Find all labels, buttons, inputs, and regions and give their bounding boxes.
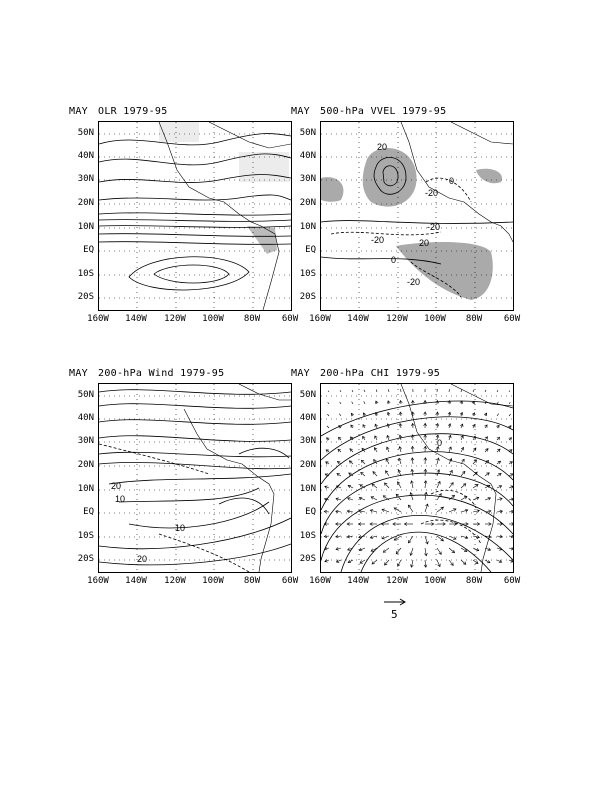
lat-label: 40N <box>299 413 316 423</box>
lon-label: 120W <box>386 314 408 324</box>
lon-label: 120W <box>386 576 408 586</box>
wind-vector <box>352 402 353 404</box>
panel-title: 200-hPa Wind 1979-95 <box>98 368 225 379</box>
lon-label: 60W <box>503 576 521 586</box>
panel-month: MAY <box>291 106 310 117</box>
wind-vector <box>485 390 486 392</box>
wind-vector <box>497 414 499 416</box>
vvel-map <box>321 122 513 310</box>
lon-label: 100W <box>424 576 446 586</box>
lat-label: 20S <box>77 292 94 302</box>
lon-label: 160W <box>87 314 109 324</box>
wind-vector <box>328 402 329 404</box>
lat-label: 30N <box>299 436 316 446</box>
lat-label: 30N <box>77 174 94 184</box>
wind-vector <box>509 511 513 512</box>
lon-label: 140W <box>347 314 369 324</box>
lon-label: 80W <box>465 314 483 324</box>
wind-vector <box>509 414 511 416</box>
map-frame <box>98 383 292 573</box>
contour-label: -20 <box>425 188 439 198</box>
wind-vector <box>364 390 365 392</box>
reference-vector-arrow <box>384 597 408 607</box>
lat-label: 10N <box>299 484 316 494</box>
wind-vector <box>497 390 498 392</box>
lon-label: 140W <box>125 314 147 324</box>
lat-label: 10N <box>299 222 316 232</box>
contour-label: 20 <box>111 481 122 491</box>
lat-label: 40N <box>77 413 94 423</box>
lat-label: 20S <box>299 554 316 564</box>
lon-label: 80W <box>243 576 261 586</box>
contour-label: 0 <box>449 176 455 186</box>
lon-label: 60W <box>503 314 521 324</box>
shaded-region <box>247 226 277 254</box>
lat-label: EQ <box>83 507 94 517</box>
lat-label: EQ <box>305 245 316 255</box>
lon-label: 160W <box>309 314 331 324</box>
shaded-region <box>159 122 199 142</box>
lat-label: 10S <box>299 269 316 279</box>
panel-title: OLR 1979-95 <box>98 106 168 117</box>
lon-label: 100W <box>202 576 224 586</box>
wind-vector <box>449 389 450 392</box>
lat-label: 30N <box>77 436 94 446</box>
wind-vector <box>473 390 474 392</box>
lon-label: 100W <box>424 314 446 324</box>
shaded-region <box>396 242 493 300</box>
lon-label: 60W <box>281 314 299 324</box>
lat-label: 20S <box>77 554 94 564</box>
shaded-region <box>239 152 289 182</box>
map-frame <box>320 121 514 311</box>
lat-label: EQ <box>305 507 316 517</box>
lon-label: 160W <box>87 576 109 586</box>
wind-vector <box>388 389 389 392</box>
lat-label: 10N <box>77 222 94 232</box>
wind-vector <box>339 414 341 416</box>
lat-label: EQ <box>83 245 94 255</box>
wind-vector <box>328 391 329 392</box>
lon-label: 80W <box>465 576 483 586</box>
panel-title: 500-hPa VVEL 1979-95 <box>320 106 447 117</box>
contour-label: -20 <box>407 277 421 287</box>
lon-label: 60W <box>281 576 299 586</box>
wind-vector <box>327 414 329 416</box>
contour-label: 0 <box>391 255 397 265</box>
shaded-region <box>363 148 417 207</box>
lon-label: 80W <box>243 314 261 324</box>
lat-label: 10N <box>77 484 94 494</box>
panel-month: MAY <box>69 368 88 379</box>
lat-label: 10S <box>77 269 94 279</box>
lon-label: 100W <box>202 314 224 324</box>
lat-label: 40N <box>77 151 94 161</box>
lon-label: 120W <box>164 576 186 586</box>
lon-label: 120W <box>164 314 186 324</box>
contour-label: 20 <box>377 142 388 152</box>
wind-map <box>99 384 291 572</box>
wind-vector <box>461 389 462 392</box>
contour-label: -20 <box>371 235 385 245</box>
wind-vector <box>352 390 353 392</box>
chi-map <box>321 384 513 572</box>
lat-label: 50N <box>299 390 316 400</box>
map-frame <box>98 121 292 311</box>
vector-field <box>324 389 513 567</box>
contour-label: -20 <box>427 222 441 232</box>
lat-label: 40N <box>299 151 316 161</box>
shaded-region <box>321 177 343 202</box>
lat-label: 50N <box>299 128 316 138</box>
lon-label: 140W <box>347 576 369 586</box>
wind-vector <box>509 391 510 392</box>
lon-label: 140W <box>125 576 147 586</box>
wind-vector <box>497 402 498 404</box>
lon-label: 160W <box>309 576 331 586</box>
panel-title: 200-hPa CHI 1979-95 <box>320 368 441 379</box>
wind-vector <box>327 426 329 428</box>
wind-vector <box>364 401 365 404</box>
olr-map <box>99 122 291 310</box>
lat-label: 20N <box>77 460 94 470</box>
contour-label: 10 <box>115 494 126 504</box>
wind-vector <box>509 402 510 404</box>
lat-label: 10S <box>299 531 316 541</box>
lat-label: 20N <box>77 198 94 208</box>
wind-vector <box>509 536 513 537</box>
lat-label: 20S <box>299 292 316 302</box>
wind-vector <box>340 402 341 404</box>
panel-month: MAY <box>291 368 310 379</box>
lat-label: 10S <box>77 531 94 541</box>
lat-label: 50N <box>77 128 94 138</box>
contour-label: 20 <box>419 238 430 248</box>
contour-label: 20 <box>137 554 148 564</box>
map-frame <box>320 383 514 573</box>
contour-label: 10 <box>175 523 186 533</box>
shaded-region <box>476 169 502 184</box>
lat-label: 50N <box>77 390 94 400</box>
lat-label: 20N <box>299 460 316 470</box>
wind-vector <box>376 389 377 392</box>
panel-month: MAY <box>69 106 88 117</box>
lat-label: 30N <box>299 174 316 184</box>
reference-vector-label: 5 <box>391 608 398 621</box>
contour-label: 0 <box>437 438 443 448</box>
lat-label: 20N <box>299 198 316 208</box>
wind-vector <box>340 390 341 392</box>
